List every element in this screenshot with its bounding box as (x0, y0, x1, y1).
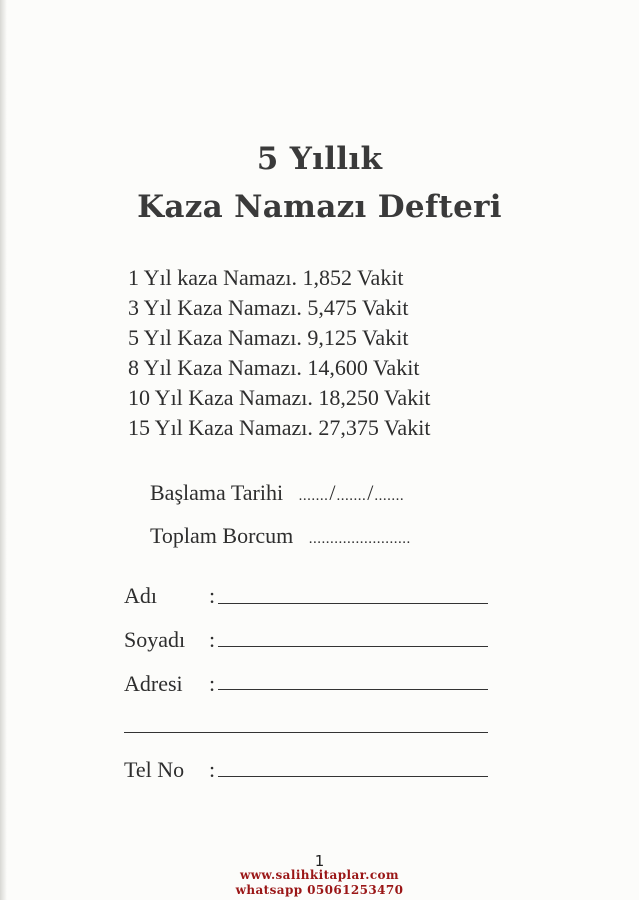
start-date-year-blank[interactable]: ....... (374, 488, 405, 504)
address-label: Adresi (124, 671, 183, 696)
vakit-count-item: 8 Yıl Kaza Namazı. 14,600 Vakit (128, 355, 420, 380)
page-edge-shadow (0, 0, 7, 900)
name-colon: : (209, 583, 216, 608)
address-field-line-1[interactable] (218, 689, 488, 690)
surname-colon: : (209, 627, 216, 652)
date-separator: / (367, 480, 374, 505)
start-date-day-blank[interactable]: ....... (298, 488, 329, 504)
start-date-label: Başlama Tarihi (150, 480, 284, 505)
name-field[interactable] (218, 603, 488, 604)
vakit-count-item: 10 Yıl Kaza Namazı. 18,250 Vakit (128, 385, 431, 410)
start-date-row (150, 480, 404, 506)
vakit-count-list (128, 263, 430, 443)
vakit-count-item: 5 Yıl Kaza Namazı. 9,125 Vakit (128, 325, 409, 350)
footer-website: www.salihkitaplar.com (239, 868, 400, 882)
surname-label: Soyadı (124, 627, 186, 652)
phone-field[interactable] (218, 776, 488, 777)
page-title-line-2: Kaza Namazı Defteri (137, 189, 502, 225)
vakit-count-item: 15 Yıl Kaza Namazı. 27,375 Vakit (128, 415, 431, 440)
total-debt-blank[interactable]: ........................ (308, 531, 411, 547)
footer-whatsapp: whatsapp 05061253470 (235, 883, 404, 897)
surname-field[interactable] (218, 646, 488, 647)
total-debt-row (150, 523, 411, 549)
name-label: Adı (124, 583, 157, 608)
vakit-count-item: 1 Yıl kaza Namazı. 1,852 Vakit (128, 265, 404, 290)
phone-label: Tel No (124, 757, 185, 782)
page-number: 1 (314, 852, 325, 870)
vakit-count-item: 3 Yıl Kaza Namazı. 5,475 Vakit (128, 295, 409, 320)
total-debt-label: Toplam Borcum (150, 523, 294, 548)
phone-colon: : (209, 757, 216, 782)
start-date-month-blank[interactable]: ....... (336, 488, 367, 504)
address-field-line-2[interactable] (124, 732, 488, 733)
address-colon: : (209, 671, 216, 696)
page-title-line-1: 5 Yıllık (256, 141, 383, 177)
date-separator: / (329, 480, 336, 505)
